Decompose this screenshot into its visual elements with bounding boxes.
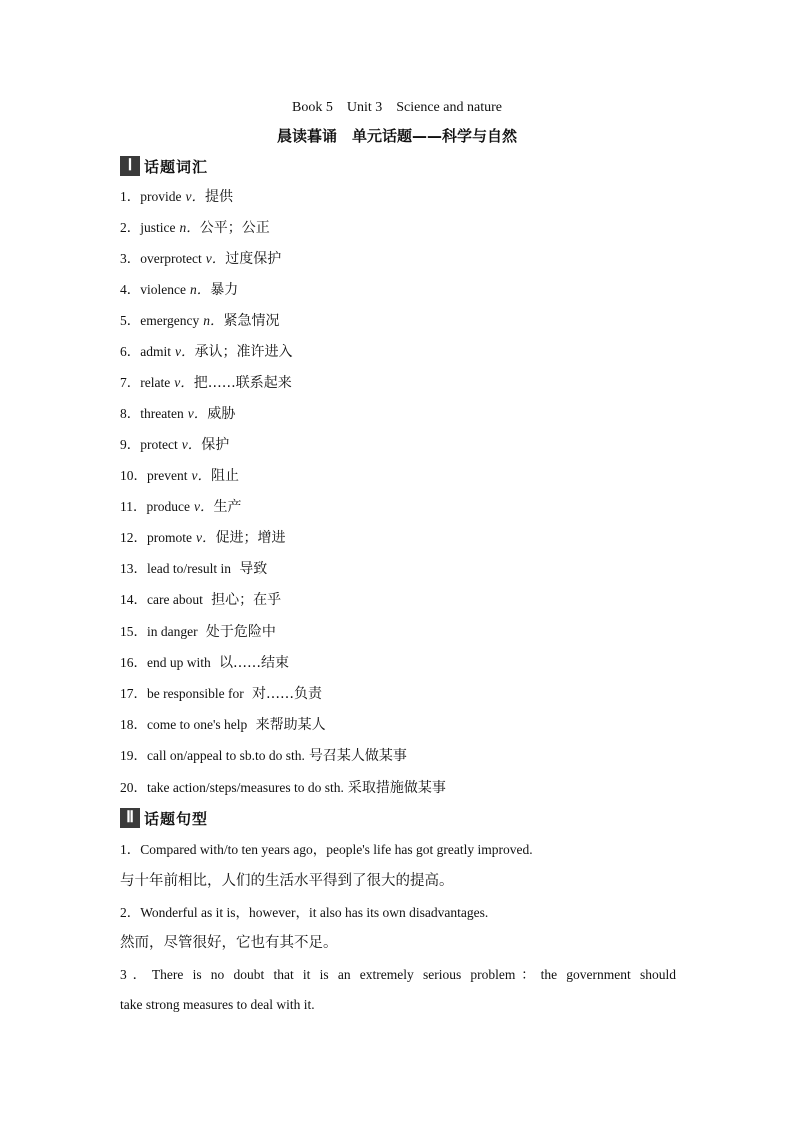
english-term: promote	[147, 530, 192, 545]
section-heading-vocabulary	[120, 156, 208, 176]
vocab-item	[120, 219, 270, 237]
english-term: threaten	[140, 406, 184, 421]
vocab-item	[120, 591, 281, 609]
chinese-meaning: 促进；增进	[215, 530, 286, 546]
chinese-meaning: 紧急情况	[223, 313, 280, 329]
english-term: protect	[140, 437, 178, 452]
chinese-meaning: 提供	[205, 189, 233, 205]
english-term: violence	[140, 282, 186, 297]
part-of-speech: n．	[189, 282, 211, 297]
page-title-chinese: 晨读暮诵 单元话题——科学与自然	[276, 127, 517, 145]
item-number: 1．	[120, 189, 141, 204]
vocab-item	[120, 281, 238, 299]
item-number: 17．	[120, 686, 147, 701]
vocab-item	[120, 343, 293, 361]
chinese-meaning: 暴力	[210, 282, 239, 298]
item-number: 19．	[120, 748, 147, 763]
chinese-meaning: 把……联系起来	[193, 375, 292, 391]
vocab-item	[120, 312, 279, 330]
vocab-item	[120, 716, 326, 734]
chinese-meaning: 来帮助某人	[255, 717, 326, 733]
english-term: be responsible for	[147, 686, 244, 701]
section-heading-sentences	[120, 808, 208, 828]
chinese-meaning: 威胁	[207, 406, 236, 422]
item-number: 10．	[120, 468, 147, 483]
chinese-meaning: 过度保护	[225, 251, 282, 267]
vocab-item	[120, 623, 276, 641]
page-title-english: Book 5 Unit 3 Science and nature	[292, 100, 502, 115]
item-number: 14．	[120, 592, 147, 607]
chinese-meaning: 保护	[201, 437, 230, 453]
vocab-item	[120, 654, 289, 672]
item-number: 8．	[120, 406, 141, 421]
item-number: 12．	[120, 530, 147, 545]
section-title: 话题句型	[144, 809, 209, 828]
item-number: 16．	[120, 655, 147, 670]
sentence-chinese: 然而，尽管很好，它也有其不足。	[120, 935, 338, 951]
vocab-item	[120, 436, 229, 454]
part-of-speech: v．	[196, 530, 216, 545]
vocab-item	[120, 498, 241, 516]
english-term: end up with	[147, 655, 211, 670]
english-term: relate	[140, 375, 171, 390]
item-number: 13．	[120, 561, 147, 576]
english-term: overprotect	[140, 251, 202, 266]
section-number-badge: Ⅰ	[120, 156, 140, 176]
item-number: 5．	[120, 313, 141, 328]
english-term: admit	[140, 344, 171, 359]
vocab-item	[120, 747, 407, 765]
sentence-english: 3．There is no doubt that it is an extremely serious problem：the government should	[120, 967, 676, 982]
item-number: 6．	[120, 344, 141, 359]
sentence-english-continued: take strong measures to deal with it.	[120, 997, 315, 1012]
chinese-meaning: 对……负责	[252, 686, 323, 702]
part-of-speech: v．	[191, 468, 211, 483]
vocab-item	[120, 685, 322, 703]
english-term: produce	[146, 499, 190, 514]
english-term: justice	[140, 220, 176, 235]
item-number: 18．	[120, 717, 147, 732]
vocab-item	[120, 188, 233, 206]
part-of-speech: v．	[193, 499, 214, 514]
chinese-meaning: 阻止	[210, 468, 239, 484]
vocab-item	[120, 529, 286, 547]
vocab-item	[120, 467, 239, 485]
english-term: prevent	[147, 468, 188, 483]
english-term: take action/steps/measures to do sth.	[147, 780, 344, 795]
english-term: lead to/result in	[147, 561, 231, 576]
part-of-speech: v．	[187, 406, 208, 421]
item-number: 11．	[120, 499, 147, 514]
part-of-speech: n．	[179, 220, 200, 235]
vocab-item	[120, 250, 281, 268]
chinese-meaning: 号召某人做某事	[308, 748, 407, 764]
english-term: provide	[140, 189, 182, 204]
sentence-english: 2．Wonderful as it is，however，it also has its own disadvantages.	[120, 905, 489, 920]
english-term: emergency	[140, 313, 200, 328]
item-number: 15．	[120, 624, 147, 639]
vocab-item	[120, 374, 292, 392]
english-term: come to one's help	[147, 717, 248, 732]
chinese-meaning: 公平；公正	[199, 220, 270, 236]
chinese-meaning: 导致	[239, 561, 268, 577]
chinese-meaning: 采取措施做某事	[347, 780, 446, 796]
vocab-item	[120, 779, 446, 797]
item-number: 2．	[120, 220, 141, 235]
part-of-speech: v．	[181, 437, 202, 452]
part-of-speech: n．	[203, 313, 224, 328]
part-of-speech: v．	[174, 375, 194, 390]
chinese-meaning: 承认；准许进入	[194, 344, 293, 360]
section-number-badge: Ⅱ	[120, 808, 140, 828]
english-term: care about	[147, 592, 203, 607]
part-of-speech: v．	[205, 251, 226, 266]
part-of-speech: v．	[185, 189, 205, 204]
chinese-meaning: 担心；在乎	[211, 592, 282, 608]
english-term: in danger	[147, 624, 198, 639]
vocab-item	[120, 405, 235, 423]
chinese-meaning: 以……结束	[219, 655, 290, 671]
part-of-speech: v．	[175, 344, 195, 359]
sentence-english: 1．Compared with/to ten years ago，people's life has got greatly improved.	[120, 842, 533, 857]
item-number: 7．	[120, 375, 141, 390]
english-term: call on/appeal to sb.to do sth.	[147, 748, 305, 763]
item-number: 9．	[120, 437, 141, 452]
item-number: 20．	[120, 780, 147, 795]
vocab-item	[120, 560, 267, 578]
item-number: 3．	[120, 251, 141, 266]
sentence-chinese: 与十年前相比，人们的生活水平得到了很大的提高。	[120, 873, 454, 889]
section-title: 话题词汇	[144, 157, 209, 176]
item-number: 4．	[120, 282, 141, 297]
chinese-meaning: 生产	[213, 499, 242, 515]
chinese-meaning: 处于危险中	[205, 624, 276, 640]
